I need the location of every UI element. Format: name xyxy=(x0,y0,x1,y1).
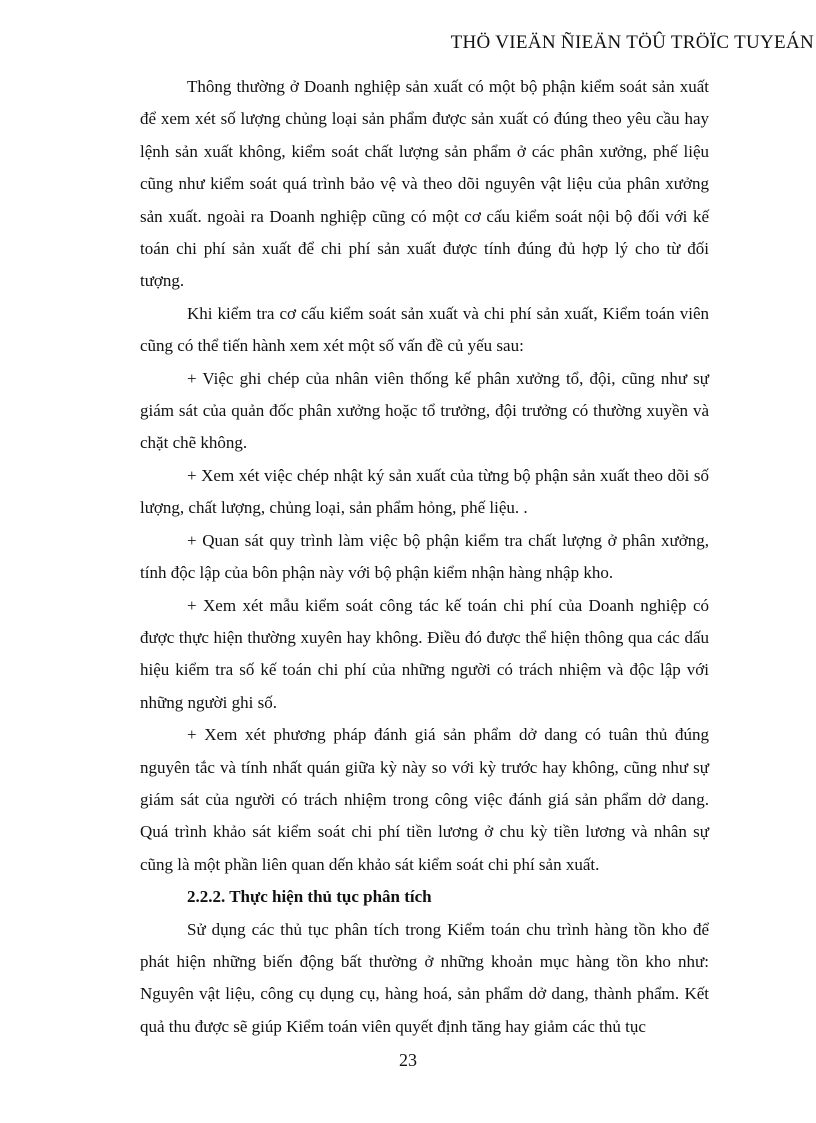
bullet-cost-accounting: + Xem xét mẫu kiểm soát công tác kế toán chi phí của Doanh nghiệp có được thực hiện thường xuyên hay không. Điều đó được thể hiện thông qua các dấu hiệu kiểm tra số kế toán chi phí của những người có trách nhiệm và độc lập với những người ghi số. xyxy=(140,595,709,712)
section-heading: 2.2.2. Thực hiện thủ tục phân tích xyxy=(187,887,432,907)
bullet-quality-control: + Quan sát quy trình làm việc bộ phận kiểm tra chất lượng ở phân xưởng, tính độc lập của bôn phận này với bộ phận kiểm nhận hàng nhập kho. xyxy=(140,530,709,583)
bullet-recording: + Việc ghi chép của nhân viên thống kế phân xưởng tổ, đội, cũng như sự giám sát của quản đốc phân xưởng hoặc tổ trưởng, đội trưởng có thường xuyền và chặt chẽ không. xyxy=(140,368,709,453)
document-body xyxy=(140,71,709,1043)
bullet-wip-valuation: + Xem xét phương pháp đánh giá sản phẩm dở dang có tuân thủ đúng nguyên tắc và tính nhất quán giữa kỳ này so với kỳ trước hay không, cũng như sự giám sát của người có trách nhiệm trong công việc đánh giá sản phẩm dở dang. Quá trình khảo sát kiểm soát chi phí tiền lương ở chu kỳ tiền lương và nhân sự cũng là một phần liên quan dến khảo sát kiểm soát chi phí sản xuất. xyxy=(140,725,709,874)
bullet-production-log: + Xem xét việc chép nhật ký sản xuất của từng bộ phận sản xuất theo dõi số lượng, chất lượng, chủng loại, sản phẩm hỏng, phế liệu. . xyxy=(140,465,709,518)
running-header: THÖ VIEÄN ÑIEÄN TÖÛ TRÖÏC TUYEÁN xyxy=(450,32,814,53)
paragraph-analytical-procedures: Sử dụng các thủ tục phân tích trong Kiểm toán chu trình hàng tồn kho để phát hiện những biến động bất thường ở những khoản mục hàng tồn kho như: Nguyên vật liệu, công cụ dụng cụ, hàng hoá, sản phẩm dở dang, thành phẩm. Kết quả thu được sẽ giúp Kiểm toán viên quyết định tăng hay giảm các thủ tục xyxy=(140,919,709,1036)
paragraph-production-control: Thông thường ở Doanh nghiệp sản xuất có một bộ phận kiểm soát sản xuất để xem xét số lượng chủng loại sản phẩm được sản xuất có đúng theo yêu cầu hay lệnh sản xuất không, kiểm soát chất lượng sản phẩm ở các phân xưởng, phế liệu cũng như kiểm soát quá trình bảo vệ và theo dõi nguyên vật liệu của phân xưởng sản xuất. ngoài ra Doanh nghiệp cũng có một cơ cấu kiểm soát nội bộ đối với kế toán chi phí sản xuất để chi phí sản xuất được tính đúng đủ hợp lý cho từ đối tượng. xyxy=(140,77,709,291)
paragraph-audit-intro: Khi kiểm tra cơ cấu kiểm soát sản xuất và chi phí sản xuất, Kiểm toán viên cũng có thể tiến hành xem xét một số vấn đề củ yếu sau: xyxy=(140,303,709,356)
page-number: 23 xyxy=(399,1050,417,1070)
